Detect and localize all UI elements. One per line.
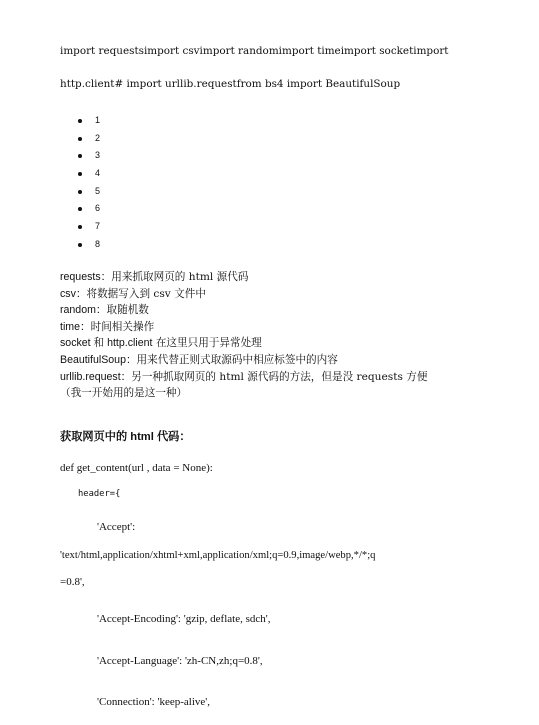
module-name: random (60, 304, 96, 317)
code-accept-encoding: 'Accept-Encoding': 'gzip, deflate, sdch', (97, 613, 271, 625)
module-description: ：取随机数 (95, 304, 149, 317)
module-description: ：将数据写入到 csv 文件中 (75, 287, 206, 300)
list-item: 6 (60, 200, 100, 218)
module-name: socket 和 http.client (60, 337, 153, 350)
imports-line-1-text: import requestsimport csvimport randomimport timeimport socketimport (60, 45, 449, 57)
description-row (60, 286, 427, 303)
imports-line-2 (60, 78, 400, 90)
description-row (60, 302, 427, 319)
list-item: 2 (60, 130, 100, 148)
imports-line-2-text: http.client# import urllib.requestfrom bs4 import BeautifulSoup (60, 78, 401, 90)
description-row (60, 369, 427, 386)
module-name: time (60, 320, 81, 333)
module-description: ：用来抓取网页的 html 源代码 (100, 271, 249, 283)
code-accept-value-1: 'text/html,application/xhtml+xml,application/xml;q=0.9,image/webp,*/*;q (60, 550, 376, 561)
module-description: ：另一种抓取网页的 html 源代码的方法，但是没 requests 方便 (120, 370, 428, 383)
description-row (60, 352, 427, 369)
code-accept-value-2: =0.8', (60, 576, 85, 588)
description-row (60, 335, 427, 352)
code-header-line: header={ (78, 489, 121, 499)
module-descriptions (60, 269, 427, 402)
list-item: 3 (60, 147, 100, 165)
code-connection: 'Connection': 'keep-alive', (97, 696, 211, 708)
section-heading: 获取网页中的 html 代码： (60, 431, 191, 443)
imports-line-1 (60, 45, 448, 57)
module-description: 在这里只用于异常处理 (152, 337, 262, 350)
code-def-line: def get_content(url , data = None): (60, 462, 213, 474)
module-name: requests (60, 271, 101, 283)
list-item: 7 (60, 218, 100, 236)
list-item: 4 (60, 165, 100, 183)
module-description: （我一开始用的是这一种） (60, 387, 188, 400)
module-name: urllib.request (60, 370, 121, 383)
module-description: ：用来代替正则式取源码中相应标签中的内容 (125, 353, 338, 366)
module-name: BeautifulSoup (60, 353, 126, 366)
line-number-list (60, 112, 100, 254)
list-item: 8 (60, 236, 100, 254)
description-row (60, 319, 427, 336)
list-item: 1 (60, 112, 100, 130)
description-row (60, 385, 427, 402)
description-row (60, 269, 427, 286)
module-name: csv (60, 287, 76, 300)
code-accept-language: 'Accept-Language': 'zh-CN,zh;q=0.8', (97, 655, 263, 667)
module-description: ：时间相关操作 (80, 320, 155, 333)
list-item: 5 (60, 183, 100, 201)
code-accept-key: 'Accept': (97, 521, 136, 533)
